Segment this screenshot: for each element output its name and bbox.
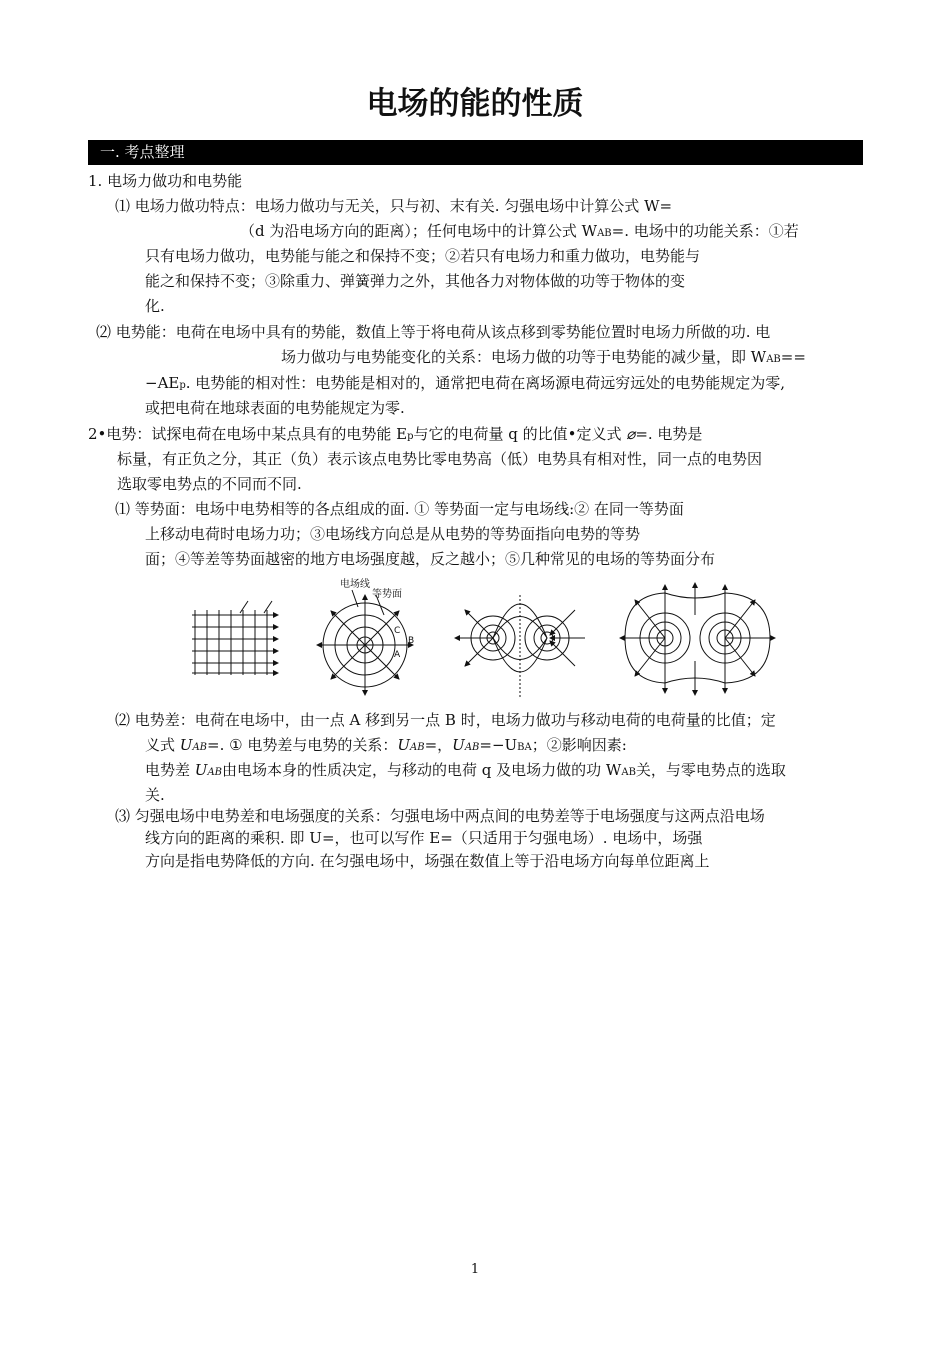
item-2-3-line-2: 线方向的距离的乘积. 即 U=，也可以写作 E=（只适用于匀强电场）. 电场中，场强 [145,829,703,847]
item-2-2-line-1: ⑵ 电势差：电荷在电场中，由一点 A 移到另一点 B 时，电场力做功与移动电荷的电荷量的比值；定 [115,711,776,729]
item-2-1-line-3: 面；④等差等势面越密的地方电场强度越，反之越小；⑤几种常见的电场的等势面分布 [145,550,716,568]
item-1-1-line-3: 只有电场力做功，电势能与能之和保持不变；②若只有电场力和重力做功，电势能与 [145,247,701,265]
item-2-line-1: 2•电势：试探电荷在电场中某点具有的电势能 Ep与它的电荷量 q 的比值•定义式 ⌀=. 电势是 [88,425,703,443]
label-field-line: 电场线 [340,579,370,590]
section-heading: 一. 考点整理 [88,140,863,165]
item-1-2-line-3: −AEp. 电势能的相对性：电势能是相对的，通常把电荷在离场源电荷远穷远处的电势能规定为零, [145,374,786,392]
item-2-2-line-3: 电势差 UAB由电场本身的性质决定，与移动的电荷 q 及电场力做的功 WAB关，与零电势点的选取 [145,761,786,779]
item-2-1-line-1: ⑴ 等势面：电场中电势相等的各点组成的面. ① 等势面一定与电场线:② 在同一等势面 [115,500,684,518]
item-1-1-line-4: 能之和保持不变；③除重力、弹簧弹力之外，其他各力对物体做的功等于物体的变 [145,272,686,290]
item-2-2-line-2: 义式 UAB=. ① 电势差与电势的关系：UAB=，UAB=−UBA；②影响因素: [145,736,627,754]
page-number: 1 [470,1262,480,1277]
equipotential-diagrams [180,575,780,700]
label-a: A [394,650,401,660]
item-1-1-line-5: 化. [145,297,165,315]
like-charges-diagram [620,583,775,695]
item-1-2-line-4: 或把电荷在地球表面的电势能规定为零. [145,399,405,417]
point-charge-diagram [317,590,413,695]
uniform-field-diagram [192,601,278,675]
page-title: 电场的能的性质 [366,86,584,122]
item-2-3-line-3: 方向是指电势降低的方向. 在匀强电场中，场强在数值上等于沿电场方向每单位距离上 [145,852,710,870]
item-2-line-3: 选取零电势点的不同而不同. [117,475,302,493]
item-2-3-line-1: ⑶ 匀强电场中电势差和电场强度的关系：匀强电场中两点间的电势差等于电场强度与这两点沿电场 [115,807,765,825]
item-1-1-line-2: （d 为沿电场方向的距离）；任何电场中的计算公式 WAB=. 电场中的功能关系：①若 [240,222,799,240]
item-2-line-2: 标量，有正负之分，其正（负）表示该点电势比零电势高（低）电势具有相对性，同一点的电势因 [117,450,763,468]
item-2-1-line-2: 上移动电荷时电场力功；③电场线方向总是从电势的等势面指向电势的等势 [145,525,641,543]
item-1-heading: 1. 电场力做功和电势能 [88,172,243,190]
label-equipotential: 等势面 [372,589,402,600]
label-b: B [408,636,415,646]
dipole-diagram [455,595,585,697]
item-1-2-line-2: 场力做功与电势能变化的关系：电场力做的功等于电势能的减少量，即 WAB== [281,348,806,366]
item-2-2-line-4: 关. [145,786,165,804]
item-1-1-line-1: ⑴ 电场力做功特点：电场力做功与无关，只与初、末有关. 匀强电场中计算公式 W= [115,197,673,215]
item-1-2-line-1: ⑵ 电势能：电荷在电场中具有的势能，数值上等于将电荷从该点移到零势能位置时电场力所做的功. 电 [96,323,771,341]
label-c: C [394,626,401,636]
